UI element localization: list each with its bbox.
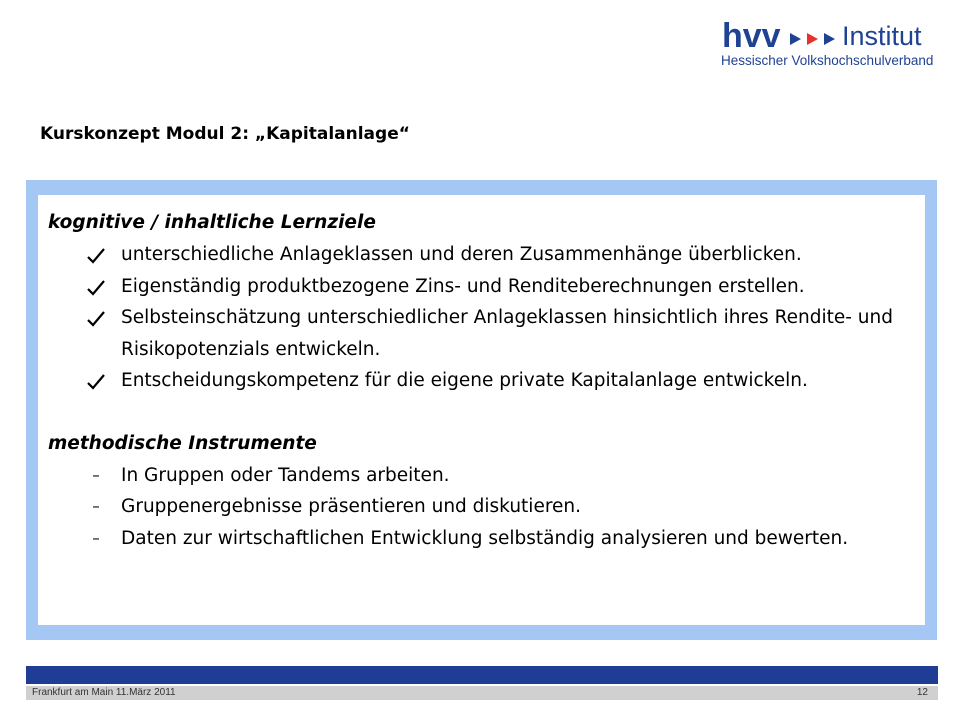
list-item-text: Eigenständig produktbezogene Zins- und Renditeberechnungen erstellen. [121,275,805,297]
list-item [48,302,915,365]
section-heading-lernziele: kognitive / inhaltliche Lernziele [48,212,376,233]
section-heading-instrumente: methodische Instrumente [48,432,317,454]
list-item [48,491,915,523]
bottom-bar [26,666,938,684]
list-item [48,239,915,271]
dash-bullet-icon: – [92,465,100,484]
logo-subtitle: Hessischer Volkshochschulverband [721,53,934,68]
dash-bullet-icon: – [92,497,100,515]
section-spacer [48,397,915,428]
content-box [38,195,925,625]
lernziele-list [48,239,915,397]
list-item-text: unterschiedliche Anlageklassen und deren Zusammenhänge überblicken. [121,244,802,265]
footer [26,686,938,700]
logo-institut-text: Institut [842,21,922,51]
slide-title: Kurskonzept Modul 2: „Kapitalanlage“ [40,124,410,144]
list-item-text: In Gruppen oder Tandems arbeiten. [121,464,450,486]
content-frame [26,180,937,640]
list-item-text: Entscheidungskompetenz für die eigene private Kapitalanlage entwickeln. [121,370,808,391]
footer-location-date: Frankfurt am Main 11.März 2011 [32,687,176,698]
list-item-text: Gruppenergebnisse präsentieren und diskutieren. [121,496,582,517]
list-item-text: Daten zur wirtschaftlichen Entwicklung selbständig analysieren und bewerten. [121,527,849,549]
list-item [48,460,915,492]
list-item-text: Selbsteinschätzung unterschiedlicher Anlageklassen hinsichtlich ihres Rendite- und Risikopotenzials entwickeln. [121,307,893,360]
hvv-institut-logo [718,17,934,74]
logo-arrows-icon [790,31,840,47]
page-number: 12 [916,687,928,698]
instrumente-list [48,460,915,555]
list-item [48,523,915,555]
list-item [48,271,915,303]
list-item [48,365,915,397]
logo-hvv-text: hvv [722,17,781,55]
dash-bullet-icon: – [92,528,100,547]
